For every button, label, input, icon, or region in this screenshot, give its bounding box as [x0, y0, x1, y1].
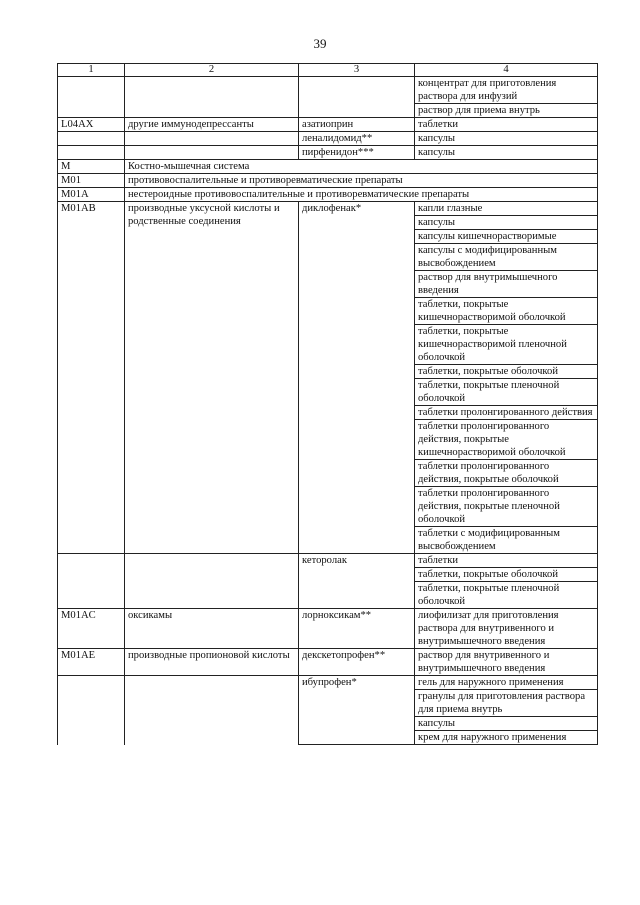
drug-name-cell: декскетопрофен** — [299, 649, 415, 676]
table-row — [58, 77, 598, 104]
table-row — [58, 174, 598, 188]
dosage-form-cell: таблетки, покрытые пленочной оболочкой — [415, 582, 598, 609]
table-row — [58, 554, 598, 568]
group-name-cell — [125, 146, 299, 160]
drug-name-cell: пирфенидон*** — [299, 146, 415, 160]
atc-code-cell: M01AC — [58, 609, 125, 649]
group-name-cell: оксикамы — [125, 609, 299, 649]
drug-name-cell: леналидомид** — [299, 132, 415, 146]
group-name-cell: Костно-мышечная система — [125, 160, 598, 174]
dosage-form-cell: гранулы для приготовления раствора для приема внутрь — [415, 690, 598, 717]
table-row — [58, 609, 598, 649]
drug-name-cell: ибупрофен* — [299, 676, 415, 745]
dosage-form-cell: таблетки, покрытые кишечнорастворимой пленочной оболочкой — [415, 325, 598, 365]
group-name-cell — [125, 132, 299, 146]
table-row — [58, 649, 598, 676]
atc-code-cell — [58, 132, 125, 146]
dosage-form-cell: капсулы — [415, 146, 598, 160]
group-name-cell — [125, 554, 299, 609]
atc-code-cell: M01A — [58, 188, 125, 202]
atc-code-cell: M — [58, 160, 125, 174]
dosage-form-cell: таблетки — [415, 554, 598, 568]
group-name-cell: нестероидные противовоспалительные и противоревматические препараты — [125, 188, 598, 202]
atc-code-cell: L04AX — [58, 118, 125, 132]
column-header: 1 — [58, 64, 125, 77]
table-row — [58, 160, 598, 174]
dosage-form-cell: таблетки с модифицированным высвобождением — [415, 527, 598, 554]
group-name-cell: противовоспалительные и противоревматические препараты — [125, 174, 598, 188]
dosage-form-cell: капсулы — [415, 216, 598, 230]
dosage-form-cell: капли глазные — [415, 202, 598, 216]
dosage-form-cell: таблетки пролонгированного действия — [415, 406, 598, 420]
page-number: 39 — [313, 36, 327, 51]
dosage-form-cell: таблетки, покрытые кишечнорастворимой оболочкой — [415, 298, 598, 325]
group-name-cell — [125, 676, 299, 745]
table-body — [58, 77, 598, 745]
dosage-form-cell: раствор для внутривенного и внутримышечного введения — [415, 649, 598, 676]
dosage-form-cell: концентрат для приготовления раствора для инфузий — [415, 77, 598, 104]
drug-name-cell: азатиоприн — [299, 118, 415, 132]
dosage-form-cell: таблетки пролонгированного действия, покрытые оболочкой — [415, 460, 598, 487]
atc-code-cell — [58, 676, 125, 745]
atc-code-cell: M01AB — [58, 202, 125, 554]
drug-name-cell: лорноксикам** — [299, 609, 415, 649]
dosage-form-cell: гель для наружного применения — [415, 676, 598, 690]
dosage-form-cell: капсулы с модифицированным высвобождением — [415, 244, 598, 271]
dosage-form-cell: крем для наружного применения — [415, 731, 598, 745]
group-name-cell: производные пропионовой кислоты — [125, 649, 299, 676]
dosage-form-cell: капсулы — [415, 717, 598, 731]
dosage-form-cell: лиофилизат для приготовления раствора для внутривенного и внутримышечного введения — [415, 609, 598, 649]
dosage-form-cell: таблетки — [415, 118, 598, 132]
drug-name-cell — [299, 77, 415, 118]
atc-code-cell: M01 — [58, 174, 125, 188]
dosage-form-cell: таблетки пролонгированного действия, покрытые пленочной оболочкой — [415, 487, 598, 527]
dosage-form-cell: таблетки пролонгированного действия, покрытые кишечнорастворимой оболочкой — [415, 420, 598, 460]
drug-name-cell: кеторолак — [299, 554, 415, 609]
table-row — [58, 202, 598, 216]
dosage-form-cell: капсулы кишечнорастворимые — [415, 230, 598, 244]
dosage-form-cell: таблетки, покрытые оболочкой — [415, 568, 598, 582]
column-header: 3 — [299, 64, 415, 77]
drug-list-table — [57, 63, 598, 745]
drug-name-cell: диклофенак* — [299, 202, 415, 554]
atc-code-cell — [58, 554, 125, 609]
group-name-cell: производные уксусной кислоты и родственные соединения — [125, 202, 299, 554]
dosage-form-cell: раствор для внутримышечного введения — [415, 271, 598, 298]
column-header: 4 — [415, 64, 598, 77]
table-row — [58, 132, 598, 146]
header-row — [58, 64, 598, 77]
table-row — [58, 118, 598, 132]
atc-code-cell — [58, 146, 125, 160]
group-name-cell: другие иммунодепрессанты — [125, 118, 299, 132]
table-row — [58, 146, 598, 160]
dosage-form-cell: таблетки, покрытые оболочкой — [415, 365, 598, 379]
table-row — [58, 676, 598, 690]
dosage-form-cell: таблетки, покрытые пленочной оболочкой — [415, 379, 598, 406]
column-header: 2 — [125, 64, 299, 77]
table-row — [58, 188, 598, 202]
atc-code-cell — [58, 77, 125, 118]
dosage-form-cell: раствор для приема внутрь — [415, 104, 598, 118]
atc-code-cell: M01AE — [58, 649, 125, 676]
group-name-cell — [125, 77, 299, 118]
dosage-form-cell: капсулы — [415, 132, 598, 146]
